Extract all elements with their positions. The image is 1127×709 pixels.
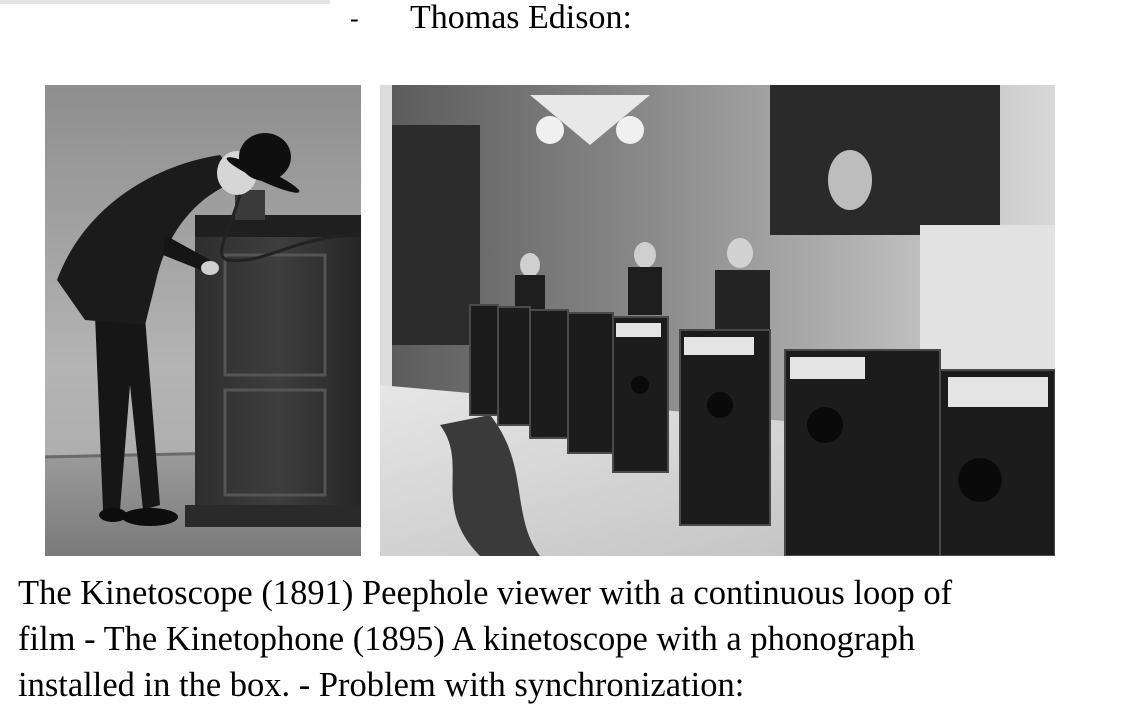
caption-line-1: The Kinetoscope (1891) Peephole viewer with a continuous loop of (18, 574, 953, 612)
kinetoscope-parlor-photo (380, 85, 1055, 556)
heading-bullet: - (350, 4, 359, 33)
top-divider-strip (0, 0, 330, 4)
kinetoscope-viewer-photo (45, 85, 361, 556)
page-heading: Thomas Edison: (410, 0, 632, 36)
caption-paragraph (18, 570, 1118, 708)
caption-line-2: film - The Kinetophone (1895) A kinetoscope with a phonograph (18, 620, 916, 658)
caption-line-3: installed in the box. - Problem with synchronization: (18, 666, 745, 704)
